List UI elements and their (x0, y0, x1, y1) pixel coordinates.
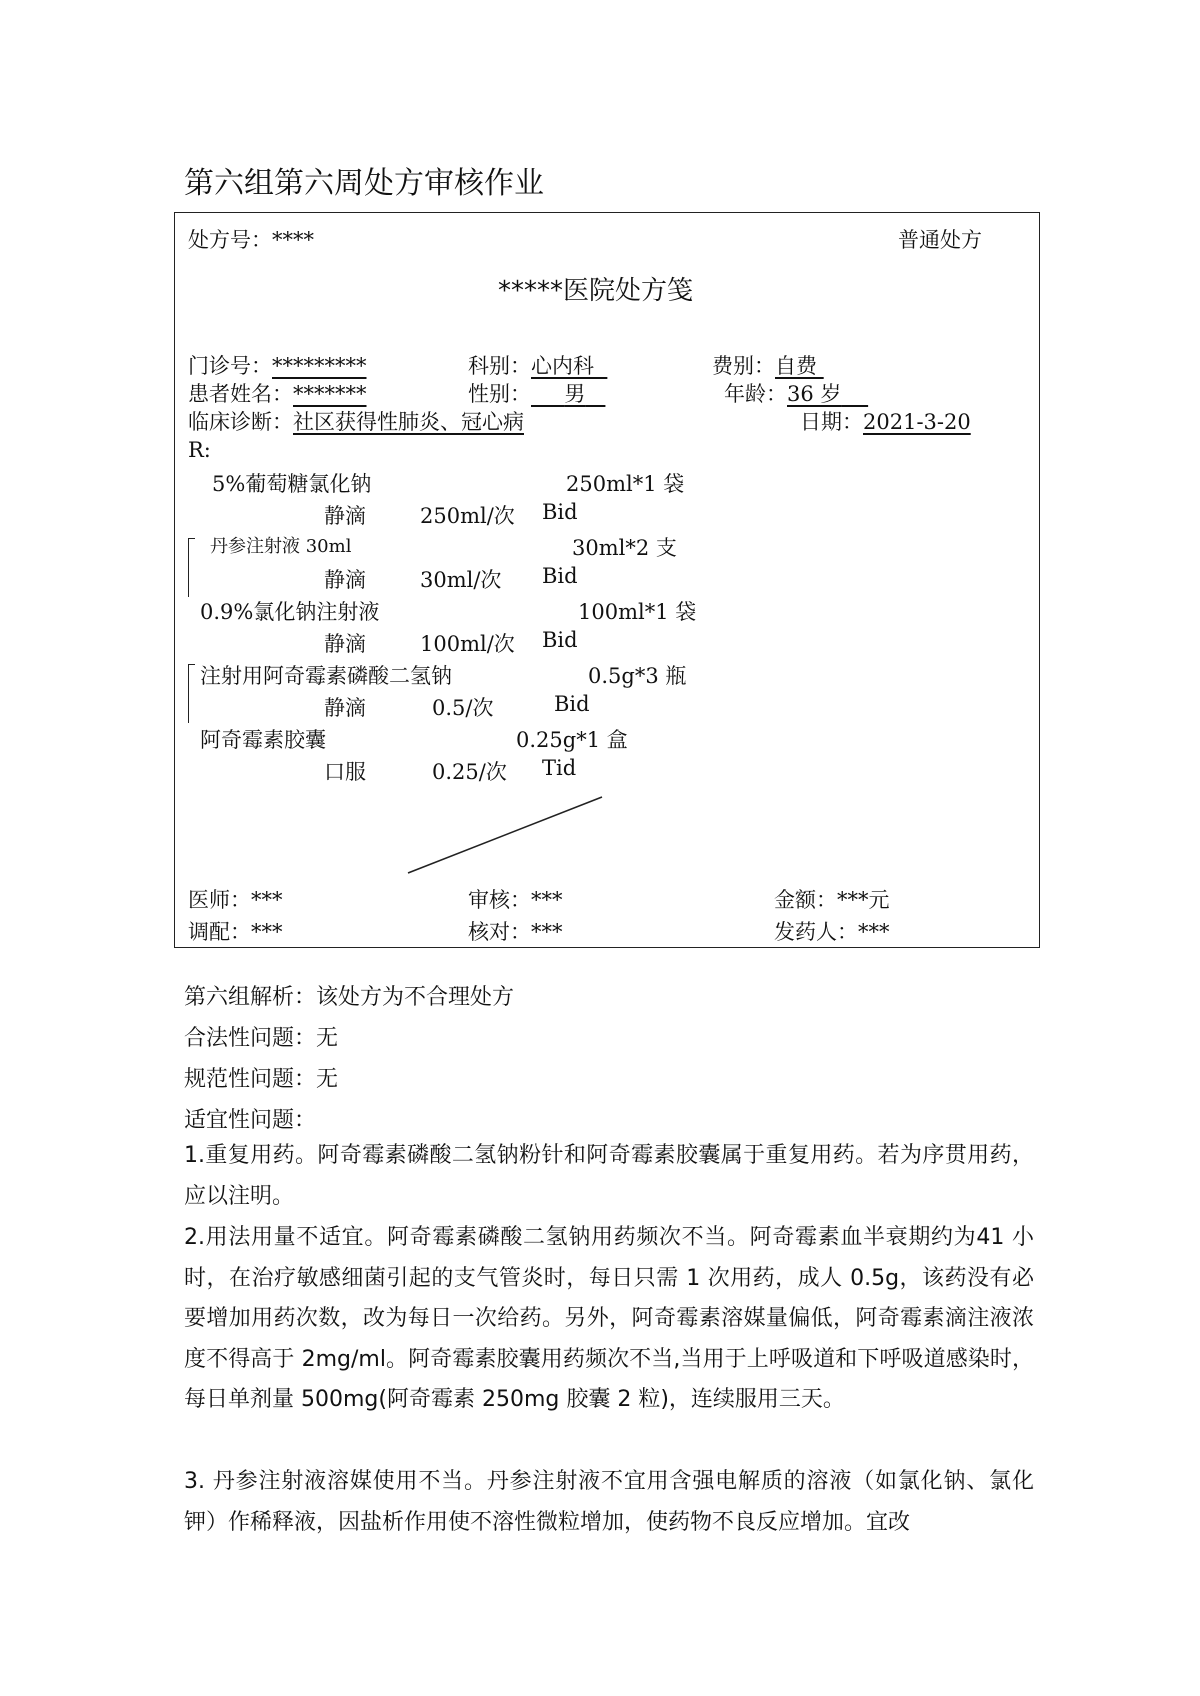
name-label: 患者姓名： (188, 382, 293, 406)
drug-dose: 100ml/次 (420, 632, 515, 656)
drug-freq: Bid (542, 628, 578, 652)
diag-label: 临床诊断： (188, 410, 293, 434)
date-label: 日期： (800, 410, 863, 434)
drug-name: 阿奇霉素胶囊 (200, 728, 326, 752)
review-sign: 审核：*** (468, 888, 563, 912)
age-label: 年龄： (724, 382, 787, 406)
issue-paragraph-3: 3. 丹参注射液溶媒使用不当。丹参注射液不宜用含强电解质的溶液（如氯化钠、氯化钾）作稀释液，因盐析作用使不溶性微粒增加，使药物不良反应增加。宜改 (184, 1469, 1034, 1535)
analysis-heading (184, 980, 514, 1011)
drug-qty: 0.25g*1 盒 (516, 728, 628, 752)
drug-qty: 30ml*2 支 (572, 536, 677, 560)
drug-qty: 0.5g*3 瓶 (588, 664, 687, 688)
drug-freq: Bid (542, 500, 578, 524)
drug-freq: Bid (542, 564, 578, 588)
dept-value: 心内科 (531, 354, 594, 378)
dept-label: 科别： (468, 354, 531, 378)
doctor-sign: 医师：*** (188, 888, 283, 912)
diag-value: 社区获得性肺炎、冠心病 (293, 410, 524, 434)
r-marker: R: (188, 438, 211, 462)
clinic-label: 门诊号： (188, 354, 272, 378)
suitability-issue: 适宜性问题： (184, 1108, 317, 1133)
hospital-title: *****医院处方笺 (498, 276, 694, 306)
document-title: 第六组第六周处方审核作业 (184, 166, 544, 201)
clinic-value: ********* (272, 354, 367, 378)
drug-route: 口服 (324, 760, 366, 784)
fee-label: 费别： (712, 354, 775, 378)
drug-name: 注射用阿奇霉素磷酸二氢钠 (200, 664, 452, 688)
drug-freq: Tid (542, 756, 577, 780)
drug-qty: 250ml*1 袋 (566, 472, 685, 496)
analysis-conclusion: ：该处方为不合理处方 (294, 985, 515, 1010)
drug-dose: 250ml/次 (420, 504, 515, 528)
age-value: 36 岁 (787, 382, 842, 406)
analysis-label: 第六组解析 (184, 985, 295, 1010)
date-value: 2021-3-20 (863, 410, 971, 434)
drug-name: 丹参注射液 30ml (210, 536, 352, 557)
issue-paragraph-1: 1.重复用药。阿奇霉素磷酸二氢钠粉针和阿奇霉素胶囊属于重复用药。若为序贯用药，应以注明。 (184, 1143, 1034, 1209)
check-sign: 核对：*** (468, 920, 563, 944)
drug-qty: 100ml*1 袋 (578, 600, 697, 624)
drug-dose: 0.5/次 (432, 696, 494, 720)
issuer-sign: 发药人：*** (774, 920, 890, 944)
fee-value: 自费 (775, 354, 817, 378)
sex-label: 性别： (468, 382, 531, 406)
drug-dose: 0.25/次 (432, 760, 507, 784)
drug-name: 5%葡萄糖氯化钠 (212, 472, 372, 496)
drug-dose: 30ml/次 (420, 568, 502, 592)
drug-route: 静滴 (324, 696, 366, 720)
amount: 金额：***元 (774, 888, 890, 912)
drug-route: 静滴 (324, 632, 366, 656)
drug-route: 静滴 (324, 568, 366, 592)
legality-issue: 合法性问题：无 (184, 1026, 339, 1051)
drug-route: 静滴 (324, 504, 366, 528)
drug-name: 0.9%氯化钠注射液 (200, 600, 380, 624)
rx-number: 处方号：**** (188, 228, 314, 252)
name-value: ******* (293, 382, 367, 406)
sex-value: 男 (564, 382, 586, 406)
drug-freq: Bid (554, 692, 590, 716)
rx-type: 普通处方 (898, 228, 982, 252)
issue-paragraph-2: 2.用法用量不适宜。阿奇霉素磷酸二氢钠用药频次不当。阿奇霉素血半衰期约为41 小时，在治疗敏感细菌引起的支气管炎时，每日只需 1 次用药，成人 0.5g，该药没有必要增加用药次数，改为每日一次给药。另外，阿奇霉素溶媒量偏低，阿奇霉素滴注液浓度不得高于 2mg/ml。阿奇霉素胶囊用药频次不当,当用于上呼吸道和下呼吸道感染时，每日单剂量 500mg(阿奇霉素 250mg 胶囊 2 粒)，连续服用三天。 (184, 1225, 1034, 1413)
standard-issue: 规范性问题：无 (184, 1067, 339, 1092)
dispense-sign: 调配：*** (188, 920, 283, 944)
